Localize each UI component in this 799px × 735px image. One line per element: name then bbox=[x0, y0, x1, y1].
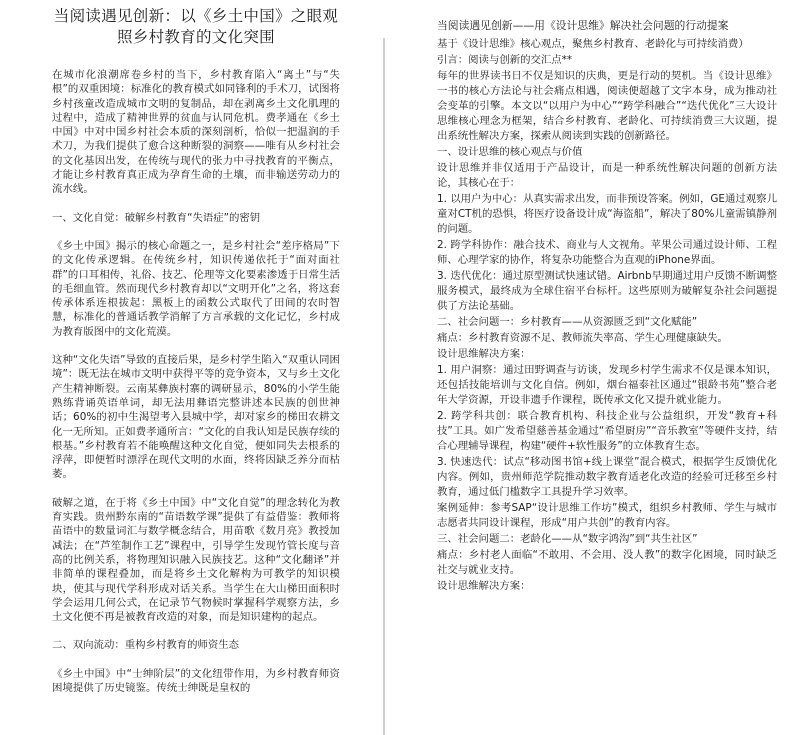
left-article bbox=[52, 0, 340, 735]
right-article bbox=[437, 0, 777, 735]
right-article-title: 当阅读遇见创新——用《设计思维》解决社会问题的行动提案 bbox=[437, 19, 729, 32]
right-line: 设计思维并非仅适用于产品设计，而是一种系统性解决问题的创新方法论，其核心在于： bbox=[437, 161, 777, 189]
left-paragraph-3: 这种“文化失语”导致的直接后果，是乡村学生陷入“双重认同困境”：既无法在城市文明中获得平等的竞争资本，又与乡土文化产生精神断裂。云南某彝族村寨的调研显示，80%的小学生能熟练背诵英语单词，却无法用彝语完整讲述本民族的创世神话；60%的初中生渴望考入县城中学，却对家乡的梯田农耕文化一无所知。正如费孝通所言：“文化的自我认知是民族存续的根基。”乡村教育若不能唤醒这种文化自觉，便如同失去根系的浮萍，即便暂时漂浮在现代文明的水面，终将因缺乏养分而枯萎。 bbox=[52, 354, 340, 481]
left-heading-1: 一、文化自觉：破解乡村教育“失语症”的密钥 bbox=[52, 211, 261, 224]
right-line: 3. 迭代优化：通过原型测试快速试错。Airbnb早期通过用户反馈不断调整服务模式，最终成为全球住宿平台标杆。这些原则为破解复杂社会问题提供了方法论基础。 bbox=[437, 269, 777, 312]
right-line: 1. 用户洞察：通过田野调查与访谈，发现乡村学生需求不仅是课本知识，还包括技能培训与文化自信。例如，烟台福泰社区通过“银龄书苑”整合老年大学资源，开设非遗手作课程，既传承文化又提升就业能力。 bbox=[437, 363, 777, 406]
right-line: 设计思维解决方案： bbox=[437, 347, 531, 360]
right-line: 2. 跨学科协作：融合技术、商业与人文视角。苹果公司通过设计师、工程师、心理学家的协作，将复杂功能整合为直观的iPhone界面。 bbox=[437, 238, 777, 266]
left-paragraph-5: 《乡土中国》中“士绅阶层”的文化纽带作用，为乡村教育师资困境提供了历史镜鉴。传统士绅既是皇权的 bbox=[52, 667, 340, 694]
right-line: 1. 以用户为中心：从真实需求出发，而非预设答案。例如，GE通过观察儿童对CT机的恐惧，将医疗设备设计成“海盗船”，解决了80%儿童需镇静剂的问题。 bbox=[437, 192, 777, 235]
right-line: 一、设计思维的核心观点与价值 bbox=[437, 145, 583, 158]
right-line: 2. 跨学科共创：联合教育机构、科技企业与公益组织，开发“教育+科技”工具。如广发希望慈善基金通过“希望厨房”“音乐教室”等硬件支持，结合心理辅导课程，构建“硬件+软性服务”的立体教育生态。 bbox=[437, 409, 777, 452]
left-article-title: 当阅读遇见创新：以《乡土中国》之眼观照乡村教育的文化突围 bbox=[53, 7, 339, 46]
right-line: 引言：阅读与创新的交汇点** bbox=[437, 53, 573, 66]
right-line: 三、社会问题二：老龄化——从“数字鸿沟”到“共生社区” bbox=[437, 532, 698, 545]
right-line: 设计思维解决方案： bbox=[437, 579, 531, 592]
right-line: 每年的世界读书日不仅是知识的庆典，更是行动的契机。当《设计思维》一书的核心方法论与社会痛点相遇，阅读便超越了文字本身，成为推动社会变革的引擎。本文以“以用户为中心”“跨学科融合”“迭代优化”三大设计思维核心理念为框架，结合乡村教育、老龄化、可持续消费三大议题，提出系统性解决方案，探索从阅读到实践的创新路径。 bbox=[437, 69, 777, 142]
column-divider bbox=[383, 38, 385, 735]
left-paragraph-4: 破解之道，在于将《乡土中国》中“文化自觉”的理念转化为教育实践。贵州黔东南的“苗语数学课”提供了有益借鉴：教师将苗语中的数量词汇与数学概念结合，用苗歌《数月亮》教授加减法；在“芦笙制作工艺”课程中，引导学生发现竹管长度与音高的比例关系，将物理知识融入民族技艺。这种“文化翻译”并非简单的课程叠加，而是将乡土文化解构为可教学的知识模块，使其与现代学科形成对话关系。当学生在大山梯田面积时学会运用几何公式，在记录节气物候时掌握科学观察方法，乡土文化便不再是被教育改造的对象，而是知识建构的起点。 bbox=[52, 496, 340, 624]
right-line: 痛点：乡村老人面临“不敢用、不会用、没人教”的数字化困境，同时缺乏社交与就业支持。 bbox=[437, 548, 777, 576]
left-paragraph-2: 《乡土中国》揭示的核心命题之一，是乡村社会“差序格局”下的文化传承逻辑。在传统乡村，知识传递依托于“面对面社群”的口耳相传，礼俗、技艺、伦理等文化要素渗透于日常生活的毛细血管。然而现代乡村教育却以“文明开化”之名，将这套传承体系连根拔起：黑板上的函数公式取代了田间的农时智慧，标准化的普通话教学消解了方言承载的文化记忆，乡村成为教育版图中的文化荒漠。 bbox=[52, 239, 340, 338]
right-line: 基于《设计思维》核心观点，聚焦乡村教育、老龄化与可持续消费） bbox=[437, 37, 749, 50]
right-line: 痛点：乡村教育资源不足、教师流失率高、学生心理健康缺失。 bbox=[437, 331, 728, 344]
right-line: 案例延伸：参考SAP“设计思维工作坊”模式，组织乡村教师、学生与城市志愿者共同设计课程，形成“用户共创”的教育内容。 bbox=[437, 501, 777, 529]
right-line: 二、社会问题一：乡村教育——从资源匮乏到“文化赋能” bbox=[437, 315, 698, 328]
left-paragraph-intro: 在城市化浪潮席卷乡村的当下，乡村教育陷入“离土”与“失根”的双重困境：标准化的教育模式如同锋利的手术刀，试图将乡村孩童改造成城市文明的复制品，却在剥离乡土文化肌理的过程中，造成了精神世界的贫血与认同危机。费孝通在《乡土中国》中对中国乡村社会本质的深刻剖析，恰似一把温润的手术刀，为我们提供了愈合这种断裂的洞察——唯有从乡村社会的文化基因出发，在传统与现代的张力中寻找教育的平衡点，才能让乡村教育真正成为孕育生命的土壤，而非输送劳动力的流水线。 bbox=[52, 69, 340, 196]
left-heading-2: 二、双向流动：重构乡村教育的师资生态 bbox=[52, 639, 240, 652]
right-line: 3. 快速迭代：试点“移动图书馆+线上课堂”混合模式，根据学生反馈优化内容。例如，贵州师范学院推动数字教育适老化改造的经验可迁移至乡村教育，通过低门槛数字工具提升学习效率。 bbox=[437, 455, 777, 498]
